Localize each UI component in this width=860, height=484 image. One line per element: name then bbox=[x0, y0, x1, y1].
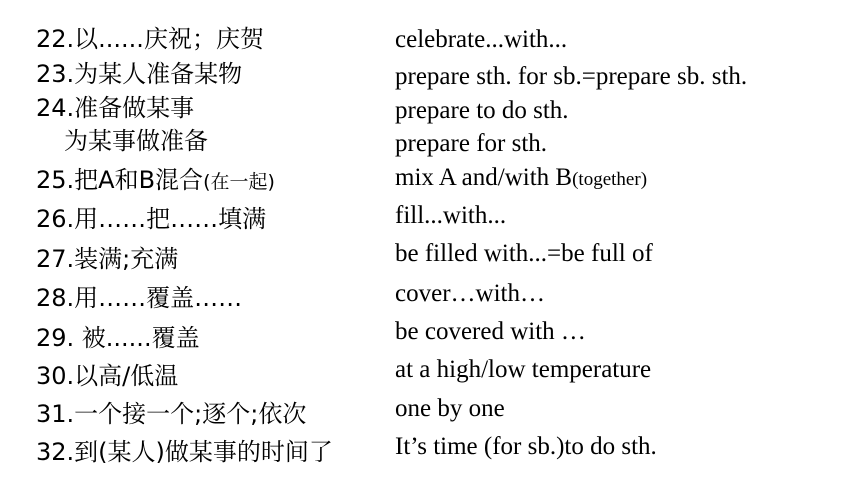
phrase-en-24b: prepare for sth. bbox=[395, 130, 548, 157]
phrase-zh-24b: 为某事做准备 bbox=[64, 127, 208, 155]
phrase-en-26: fill...with... bbox=[395, 202, 507, 229]
phrase-en-22: celebrate...with... bbox=[395, 26, 568, 53]
phrase-en-25-note: (together) bbox=[572, 169, 648, 190]
phrase-en-25 bbox=[395, 165, 647, 190]
phrase-en-23: prepare sth. for sb.=prepare sb. sth. bbox=[395, 63, 748, 90]
phrase-zh-31: 31.一个接一个;逐个;依次 bbox=[36, 400, 307, 428]
phrase-zh-27: 27.装满;充满 bbox=[36, 245, 179, 273]
phrase-en-30: at a high/low temperature bbox=[395, 356, 652, 383]
phrase-zh-25-main: 25.把A和B混合 bbox=[36, 166, 204, 194]
phrase-en-27: be filled with...=be full of bbox=[395, 240, 653, 267]
phrase-en-24: prepare to do sth. bbox=[395, 97, 569, 124]
phrase-zh-25 bbox=[36, 168, 275, 192]
phrase-en-29: be covered with … bbox=[395, 318, 586, 345]
phrase-zh-23: 23.为某人准备某物 bbox=[36, 60, 243, 88]
phrase-zh-30: 30.以高/低温 bbox=[36, 362, 179, 390]
phrase-zh-29: 29. 被......覆盖 bbox=[36, 324, 200, 352]
phrase-zh-25-note: (在一起) bbox=[203, 171, 275, 193]
phrase-en-31: one by one bbox=[395, 395, 505, 422]
phrase-zh-28: 28.用……覆盖…… bbox=[36, 284, 243, 312]
phrase-en-25-main: mix A and/with B bbox=[395, 164, 573, 191]
phrase-en-32: It’s time (for sb.)to do sth. bbox=[395, 433, 657, 460]
phrase-zh-22: 22.以......庆祝；庆贺 bbox=[36, 25, 264, 53]
phrase-zh-26: 26.用……把……填满 bbox=[36, 205, 267, 233]
phrase-zh-24: 24.准备做某事 bbox=[36, 94, 195, 122]
phrase-en-28: cover…with… bbox=[395, 280, 545, 307]
phrase-zh-32: 32.到(某人)做某事的时间了 bbox=[36, 438, 333, 466]
